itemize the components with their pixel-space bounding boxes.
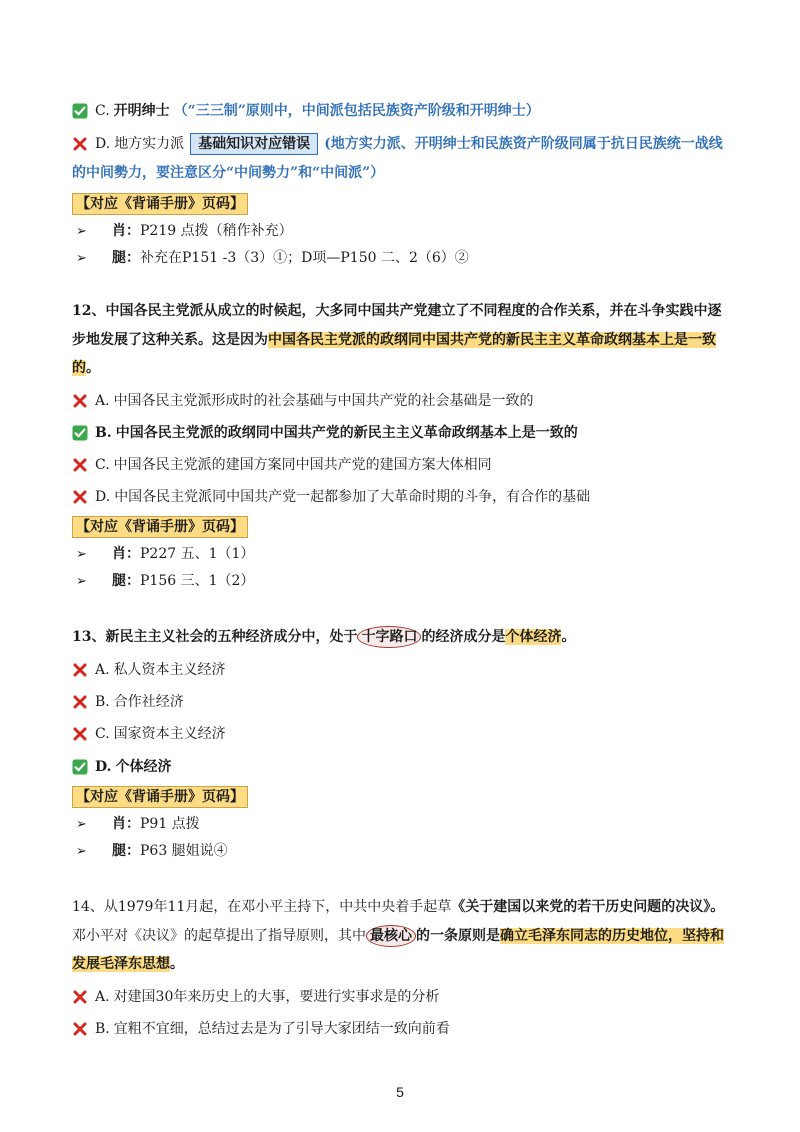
answer-highlight: 确立毛泽东同志的历史地位，坚持和 [500, 928, 724, 944]
cross-icon [72, 457, 88, 473]
prev-option-c [72, 100, 540, 122]
book-reference-label: 【对应《背诵手册》页码】 [72, 516, 248, 538]
keyword-circle: 最核心 [366, 925, 416, 947]
cross-icon [72, 393, 88, 409]
q14-stem-line2: 邓小平对《决议》的起草提出了指导原则，其中 最核心 的一条原则是确立毛泽东同志的历史地位，坚持和 [72, 925, 724, 947]
book-reference-label: 【对应《背诵手册》页码】 [72, 193, 248, 215]
q14-stem-line1: 14、从1979年11月起，在邓小平主持下，中共中央着手起草《关于建国以来党的若干历史问题的决议》。 [72, 899, 725, 915]
arrow-bullet-icon: ➢ [76, 574, 87, 589]
option-note: （“三三制”原则中，中间派包括民族资产阶级和开明绅士） [173, 103, 540, 119]
arrow-bullet-icon: ➢ [76, 547, 87, 562]
cross-icon [72, 726, 88, 742]
ref-item: ➢ 腿：P63 腿姐说④ [72, 840, 228, 863]
q13-option-a: A. 私人资本主义经济 [72, 659, 226, 681]
q12-option-a: A. 中国各民主党派形成时的社会基础与中国共产党的社会基础是一致的 [72, 390, 534, 412]
q12-stem-line3: 的。 [72, 360, 100, 376]
q13-option-b: B. 合作社经济 [72, 691, 184, 713]
cross-icon [72, 489, 88, 505]
book-reference-label: 【对应《背诵手册》页码】 [72, 786, 248, 808]
option-text: 开明绅士 [113, 103, 170, 119]
q13-option-c: C. 国家资本主义经济 [72, 723, 226, 745]
prev-option-d [72, 133, 723, 155]
q14-option-a: A. 对建国30年来历史上的大事，要进行实事求是的分析 [72, 986, 439, 1008]
q13-option-d: D. 个体经济 [72, 756, 172, 778]
q12-option-b: B. 中国各民主党派的政纲同中国共产党的新民主主义革命政纲基本上是一致的 [72, 422, 578, 444]
ref-item: ➢ 肖：P219 点拨（稍作补充） [72, 220, 293, 243]
option-letter: C. [95, 103, 110, 119]
cross-icon [72, 694, 88, 710]
option-letter: D. [95, 136, 111, 152]
q12-stem-line1: 12、中国各民主党派从成立的时候起，大多同中国共产党建立了不同程度的合作关系，并在斗争实践中逐 [72, 303, 722, 319]
arrow-bullet-icon: ➢ [76, 817, 87, 832]
arrow-bullet-icon: ➢ [76, 844, 87, 859]
cross-icon [72, 136, 88, 152]
answer-highlight: 的 [72, 360, 86, 376]
cross-icon [72, 662, 88, 678]
q13-stem: 13、新民主主义社会的五种经济成分中，处于 十字路口 的经济成分是个体经济。 [72, 626, 575, 648]
answer-highlight: 发展毛泽东思想 [72, 956, 170, 972]
cross-icon [72, 989, 88, 1005]
answer-highlight: 中国各民主党派的政纲同中国共产党的新民主主义革命政纲基本上是一致 [268, 332, 716, 348]
ref-item: ➢ 腿：P156 三、1（2） [72, 570, 254, 593]
ref-item: ➢ 肖：P91 点拨 [72, 813, 200, 836]
q12-option-d: D. 中国各民主党派同中国共产党一起都参加了大革命时期的斗争，有合作的基础 [72, 486, 590, 508]
q14-option-b: B. 宜粗不宜细，总结过去是为了引导大家团结一致向前看 [72, 1018, 450, 1040]
answer-highlight: 个体经济 [505, 629, 562, 645]
q12-option-c: C. 中国各民主党派的建国方案同中国共产党的建国方案大体相同 [72, 454, 492, 476]
error-type-tag: 基础知识对应错误 [190, 133, 318, 155]
option-note: (地方实力派、开明绅士和民族资产阶级同属于抗日民族统一战线 [324, 136, 723, 152]
option-note-continued: 的中间勢力，要注意区分“中间勢力”和“中间派”） [72, 165, 385, 181]
arrow-bullet-icon: ➢ [76, 224, 87, 239]
q12-stem-line2: 步地发展了这种关系。这是因为中国各民主党派的政纲同中国共产党的新民主主义革命政纲基本上是一致 [72, 332, 716, 348]
ref-item: ➢ 肖：P227 五、1（1） [72, 543, 254, 566]
check-box-icon [72, 103, 88, 119]
keyword-circle: 十字路口 [357, 626, 421, 648]
ref-item: ➢ 腿：补充在P151 -3（3）①；D项—P150 二、2（6）② [72, 247, 469, 270]
q14-stem-line3: 发展毛泽东思想。 [72, 956, 184, 972]
check-box-icon [72, 759, 88, 775]
arrow-bullet-icon: ➢ [76, 251, 87, 266]
option-text: 地方实力派 [114, 136, 185, 152]
page-number: 5 [396, 1084, 404, 1100]
cross-icon [72, 1021, 88, 1037]
check-box-icon [72, 425, 88, 441]
